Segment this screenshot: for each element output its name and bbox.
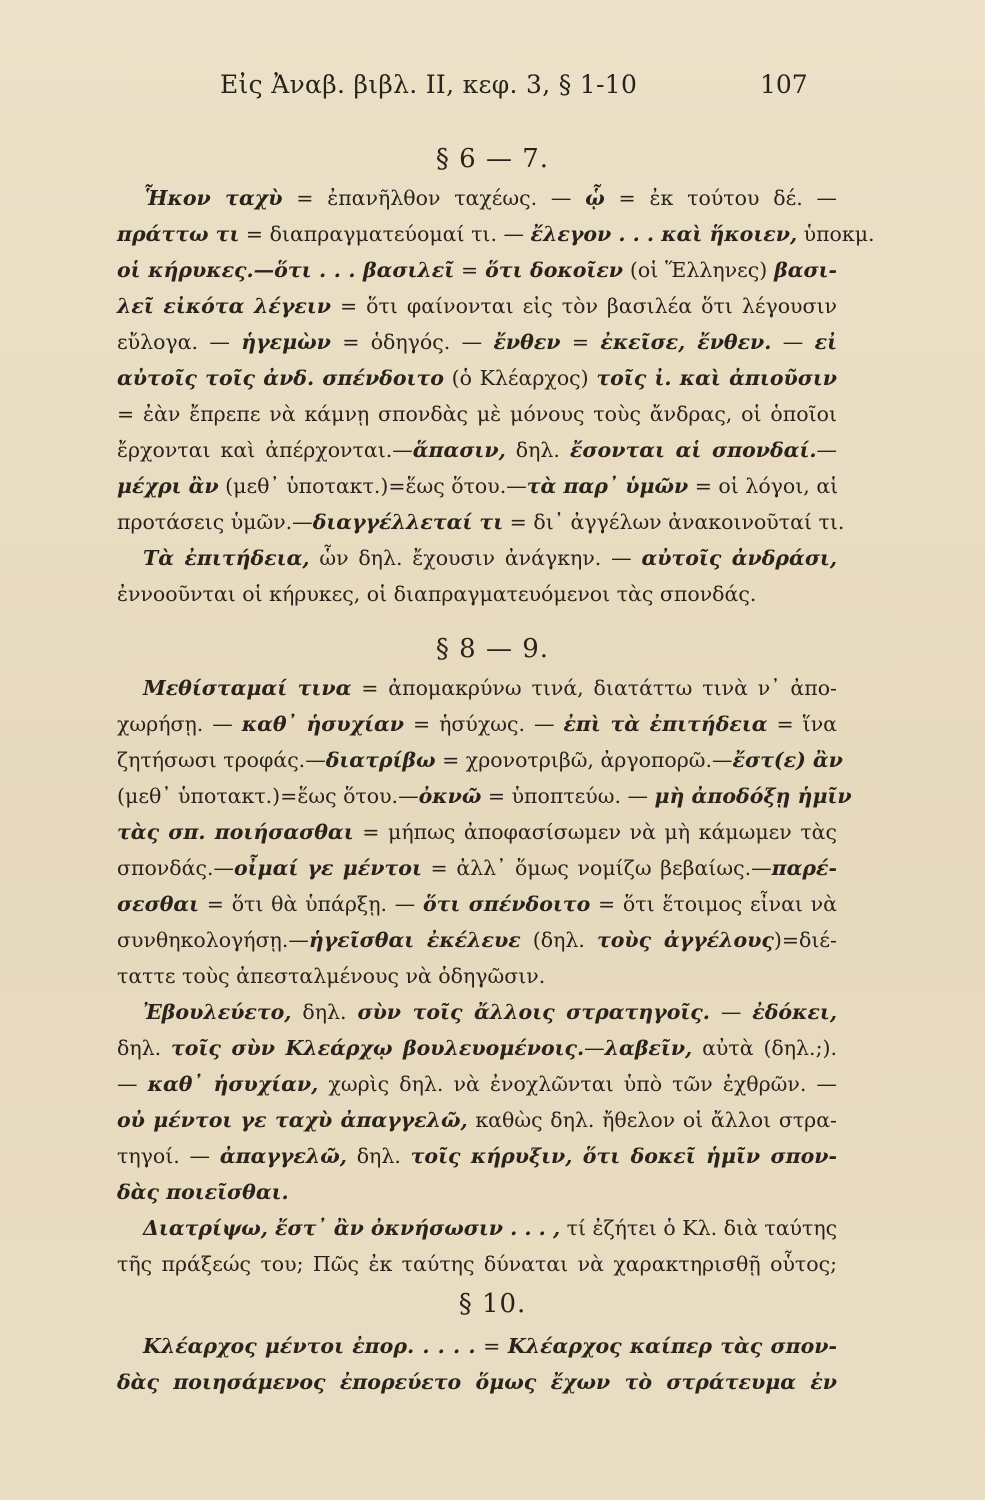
- text-line: σπονδάς.—οἶμαί γε μέντοι = ἀλλ᾽ ὅμως νομίζω βεβαίως.—παρέ-: [117, 856, 837, 880]
- text-line: δὰς ποιησάμενος ἐπορεύετο ὅμως ἔχων τὸ στράτευμα ἐν: [117, 1370, 837, 1394]
- text-line: τῆς πράξεώς του; Πῶς ἐκ ταύτης δύναται νὰ χαρακτηρισθῇ οὗτος;: [117, 1252, 837, 1276]
- text-line: Ἧκον ταχὺ = ἐπανῆλθον ταχέως. — ᾧ = ἐκ τούτου δέ. —: [143, 186, 837, 210]
- text-line: σεσθαι = ὅτι θὰ ὑπάρξῃ. — ὅτι σπένδοιτο = ὅτι ἕτοιμος εἶναι νὰ: [117, 892, 837, 916]
- text-line: συνθηκολογήσῃ.—ἡγεῖσθαι ἐκέλευε (δηλ. τοὺς ἀγγέλους)=διέ-: [117, 928, 837, 952]
- text-line: Διατρίψω, ἔστ᾽ ἂν ὀκνήσωσιν . . . , τί ἐζήτει ὁ Κλ. διὰ ταύτης: [143, 1216, 838, 1240]
- text-line: ταττε τοὺς ἀπεσταλμένους νὰ ὁδηγῶσιν.: [117, 964, 546, 988]
- text-line: οἱ κήρυκες.—ὅτι . . . βασιλεῖ = ὅτι δοκοῖεν (οἱ Ἕλληνες) βασι-: [117, 258, 838, 282]
- text-line: προτάσεις ὑμῶν.—διαγγέλλεταί τι = δι᾽ ἀγγέλων ἀνακοινοῦταί τι.: [117, 510, 845, 534]
- header-title: Εἰς Ἀναβ. βιβλ. ΙΙ, κεφ. 3, § 1-10: [220, 70, 638, 99]
- running-header: [0, 62, 985, 102]
- page-number: 107: [760, 70, 808, 99]
- text-line: τηγοί. — ἀπαγγελῶ, δηλ. τοῖς κήρυξιν, ὅτι δοκεῖ ἡμῖν σπον-: [117, 1144, 838, 1168]
- text-line: δὰς ποιεῖσθαι.: [117, 1180, 289, 1204]
- text-line: ζητήσωσι τροφάς.—διατρίβω = χρονοτριβῶ, ἀργοπορῶ.—ἔστ(ε) ἂν: [117, 748, 843, 772]
- text-line: Μεθίσταμαί τινα = ἀπομακρύνω τινά, διατάττω τινὰ ν᾽ ἀπο-: [143, 676, 837, 700]
- text-line: (μεθ᾽ ὑποτακτ.)=ἕως ὅτου.—ὀκνῶ = ὑποπτεύω. — μὴ ἀποδόξῃ ἡμῖν: [117, 784, 852, 808]
- section-heading-8-9: § 8 — 9.: [435, 634, 550, 664]
- text-line: οὐ μέντοι γε ταχὺ ἀπαγγελῶ, καθὼς δηλ. ἤθελον οἱ ἄλλοι στρα-: [117, 1108, 837, 1132]
- text-line: = ἐὰν ἔπρεπε νὰ κάμνῃ σπονδὰς μὲ μόνους τοὺς ἄνδρας, οἱ ὁποῖοι: [117, 402, 837, 426]
- text-line: χωρήσῃ. — καθ᾽ ἡσυχίαν = ἡσύχως. — ἐπὶ τὰ ἐπιτήδεια = ἵνα: [117, 712, 837, 736]
- text-line: Τὰ ἐπιτήδεια, ὧν δηλ. ἔχουσιν ἀνάγκην. — αὐτοῖς ἀνδράσι,: [143, 546, 837, 570]
- text-line: λεῖ εἰκότα λέγειν = ὅτι φαίνονται εἰς τὸν βασιλέα ὅτι λέγουσιν: [117, 294, 838, 318]
- section-heading-10: § 10.: [458, 1289, 527, 1319]
- text-line: Ἐβουλεύετο, δηλ. σὺν τοῖς ἄλλοις στρατηγοῖς. — ἐδόκει,: [143, 1000, 837, 1024]
- section-heading-6-7: § 6 — 7.: [435, 144, 550, 174]
- text-line: δηλ. τοῖς σὺν Κλεάρχῳ βουλευομένοις.—λαβεῖν, αὐτὰ (δηλ.;).: [117, 1036, 837, 1060]
- text-line: — καθ᾽ ἡσυχίαν, χωρὶς δηλ. νὰ ἐνοχλῶνται ὑπὸ τῶν ἐχθρῶν. —: [117, 1072, 838, 1096]
- text-line: τὰς σπ. ποιήσασθαι = μήπως ἀποφασίσωμεν νὰ μὴ κάμωμεν τὰς: [117, 820, 837, 844]
- text-line: ἔρχονται καὶ ἀπέρχονται.—ἅπασιν, δηλ. ἔσονται αἱ σπονδαί.—: [117, 438, 837, 462]
- text-line: εὔλογα. — ἡγεμὼν = ὁδηγός. — ἔνθεν = ἐκεῖσε, ἔνθεν. — εἰ: [117, 330, 837, 354]
- text-line: Κλέαρχος μέντοι ἐπορ. . . . . = Κλέαρχος καίπερ τὰς σπον-: [143, 1334, 837, 1358]
- text-line: πράττω τι = διαπραγματεύομαί τι. — ἔλεγον . . . καὶ ἥκοιεν, ὑποκμ.: [117, 222, 875, 246]
- text-line: αὐτοῖς τοῖς ἀνδ. σπένδοιτο (ὁ Κλέαρχος) τοῖς ἰ. καὶ ἀπιοῦσιν: [117, 366, 837, 390]
- text-line: μέχρι ἂν (μεθ᾽ ὑποτακτ.)=ἕως ὅτου.—τὰ παρ᾽ ὑμῶν = οἱ λόγοι, αἱ: [117, 474, 839, 498]
- text-line: ἐννοοῦνται οἱ κήρυκες, οἱ διαπραγματευόμενοι τὰς σπονδάς.: [117, 582, 757, 606]
